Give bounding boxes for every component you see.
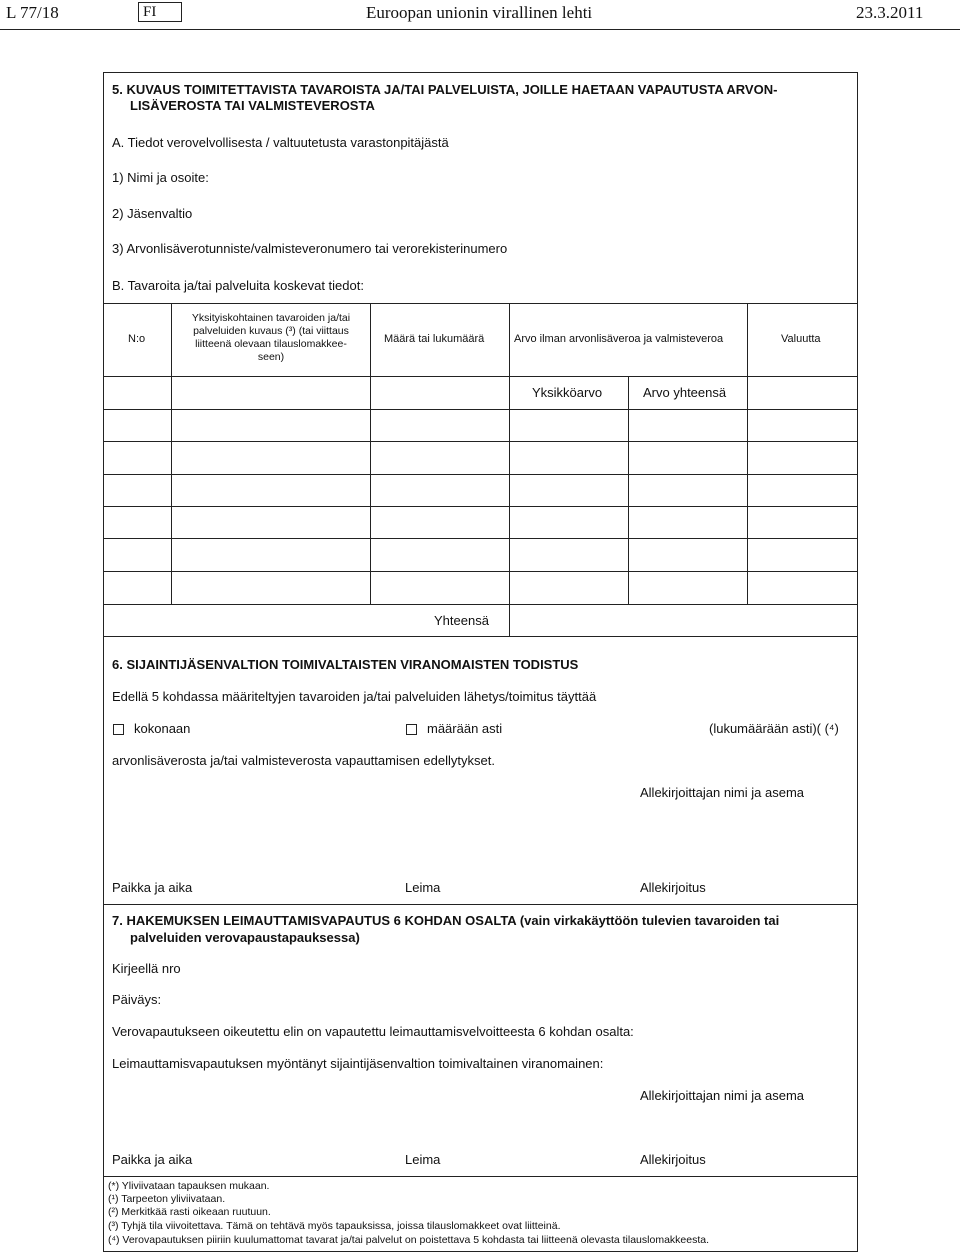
- section6-place-date: Paikka ja aika: [112, 880, 193, 895]
- table-row[interactable]: [104, 410, 857, 441]
- section7-title-line1: 7. HAKEMUKSEN LEIMAUTTAMISVAPAUTUS 6 KOHDAN OSALTA (vain virkakäyttöön tulevien tavaroiden tai: [112, 913, 780, 928]
- publication-date: 23.3.2011: [856, 3, 924, 22]
- subheader-total-value: Arvo yhteensä: [643, 385, 727, 400]
- section6-line2: arvonlisäverosta ja/tai valmisteverosta vapauttamisen edellytykset.: [112, 753, 495, 768]
- quantity-note: (lukumäärään asti)( (⁴): [709, 721, 839, 736]
- section5-title-line2: LISÄVEROSTA TAI VALMISTEVEROSTA: [130, 98, 375, 113]
- section5-title-line1: 5. KUVAUS TOIMITETTAVISTA TAVAROISTA JA/TAI PALVELUISTA, JOILLE HAETAAN VAPAUTUSTA ARVON-: [112, 82, 778, 97]
- footnote-divider: [103, 1176, 858, 1177]
- table-row[interactable]: [104, 539, 857, 571]
- section7-signature: Allekirjoitus: [640, 1152, 706, 1167]
- section7-stamp: Leima: [405, 1152, 441, 1167]
- col-header-description: Yksityiskohtainen tavaroiden ja/tai palveluiden kuvaus (³) (tai viittaus liitteenä olevaan tilauslomakkee- seen): [191, 312, 351, 363]
- footnote: (*) Yliviivataan tapauksen mukaan.: [108, 1180, 270, 1192]
- table-row[interactable]: [104, 475, 857, 506]
- page-reference: L 77/18: [6, 3, 59, 22]
- table-row[interactable]: [104, 442, 857, 474]
- subheader-unit-value: Yksikköarvo: [532, 385, 603, 400]
- section7-title-line2: palveluiden verovapaustapauksessa): [130, 930, 360, 945]
- field-letter-number[interactable]: Kirjeellä nro: [112, 961, 181, 976]
- table-row[interactable]: [104, 507, 857, 538]
- section7-signer-label: Allekirjoittajan nimi ja asema: [640, 1088, 805, 1103]
- col-header-quantity: Määrä tai lukumäärä: [384, 333, 485, 345]
- field-date[interactable]: Päiväys:: [112, 992, 162, 1007]
- section-divider: [103, 904, 858, 905]
- checkbox-up-to[interactable]: [406, 724, 417, 735]
- section6-signature: Allekirjoitus: [640, 880, 706, 895]
- section6-title: 6. SIJAINTIJÄSENVALTION TOIMIVALTAISTEN VIRANOMAISTEN TODISTUS: [112, 657, 579, 672]
- section5-a-heading: A. Tiedot verovelvollisesta / valtuutetusta varastonpitäjästä: [112, 135, 449, 150]
- field-name-address[interactable]: 1) Nimi ja osoite:: [112, 170, 209, 185]
- journal-title: Euroopan unionin virallinen lehti: [366, 3, 593, 22]
- col-header-currency: Valuutta: [781, 333, 821, 345]
- checkbox-up-to-label: määrään asti: [427, 721, 503, 736]
- col-header-number: N:o: [128, 333, 146, 345]
- footnote: (³) Tyhjä tila viivoitettava. Tämä on tehtävä myös tapauksissa, joissa tilauslomakkeet ovat liitteinä.: [108, 1220, 561, 1232]
- section7-place-date: Paikka ja aika: [112, 1152, 193, 1167]
- total-label: Yhteensä: [434, 613, 489, 628]
- field-member-state[interactable]: 2) Jäsenvaltio: [112, 206, 193, 221]
- footnote: (¹) Tarpeeton yliviivataan.: [108, 1193, 226, 1205]
- section7-granted: Leimauttamisvapautuksen myöntänyt sijaintijäsenvaltion toimivaltainen viranomainen:: [112, 1056, 604, 1071]
- section7-entitled: Verovapautukseen oikeutettu elin on vapautettu leimauttamisvelvoitteesta 6 kohdan osalta:: [112, 1024, 634, 1039]
- total-value-field[interactable]: [510, 605, 857, 636]
- header-rule: [0, 29, 960, 30]
- language-code: FI: [138, 2, 182, 22]
- section5-b-heading: B. Tavaroita ja/tai palveluita koskevat tiedot:: [112, 278, 364, 293]
- footnote: (²) Merkitkää rasti oikeaan ruutuun.: [108, 1206, 271, 1218]
- field-vat-number[interactable]: 3) Arvonlisäverotunniste/valmisteveronumero tai verorekisterinumero: [112, 241, 508, 256]
- checkbox-full[interactable]: [113, 724, 124, 735]
- footnote: (⁴) Verovapautuksen piiriin kuulumattomat tavarat ja/tai palvelut on poistettava 5 kohdasta tai liitteenä olevasta tilauslomakkeesta.: [108, 1234, 710, 1246]
- section6-signer-label: Allekirjoittajan nimi ja asema: [640, 785, 805, 800]
- col-header-value: Arvo ilman arvonlisäveroa ja valmisteveroa: [514, 333, 724, 345]
- checkbox-full-label: kokonaan: [134, 721, 191, 736]
- table-row[interactable]: [104, 572, 857, 604]
- section6-stamp: Leima: [405, 880, 441, 895]
- section6-line1: Edellä 5 kohdassa määriteltyjen tavaroiden ja/tai palveluiden lähetys/toimitus täyttää: [112, 689, 597, 704]
